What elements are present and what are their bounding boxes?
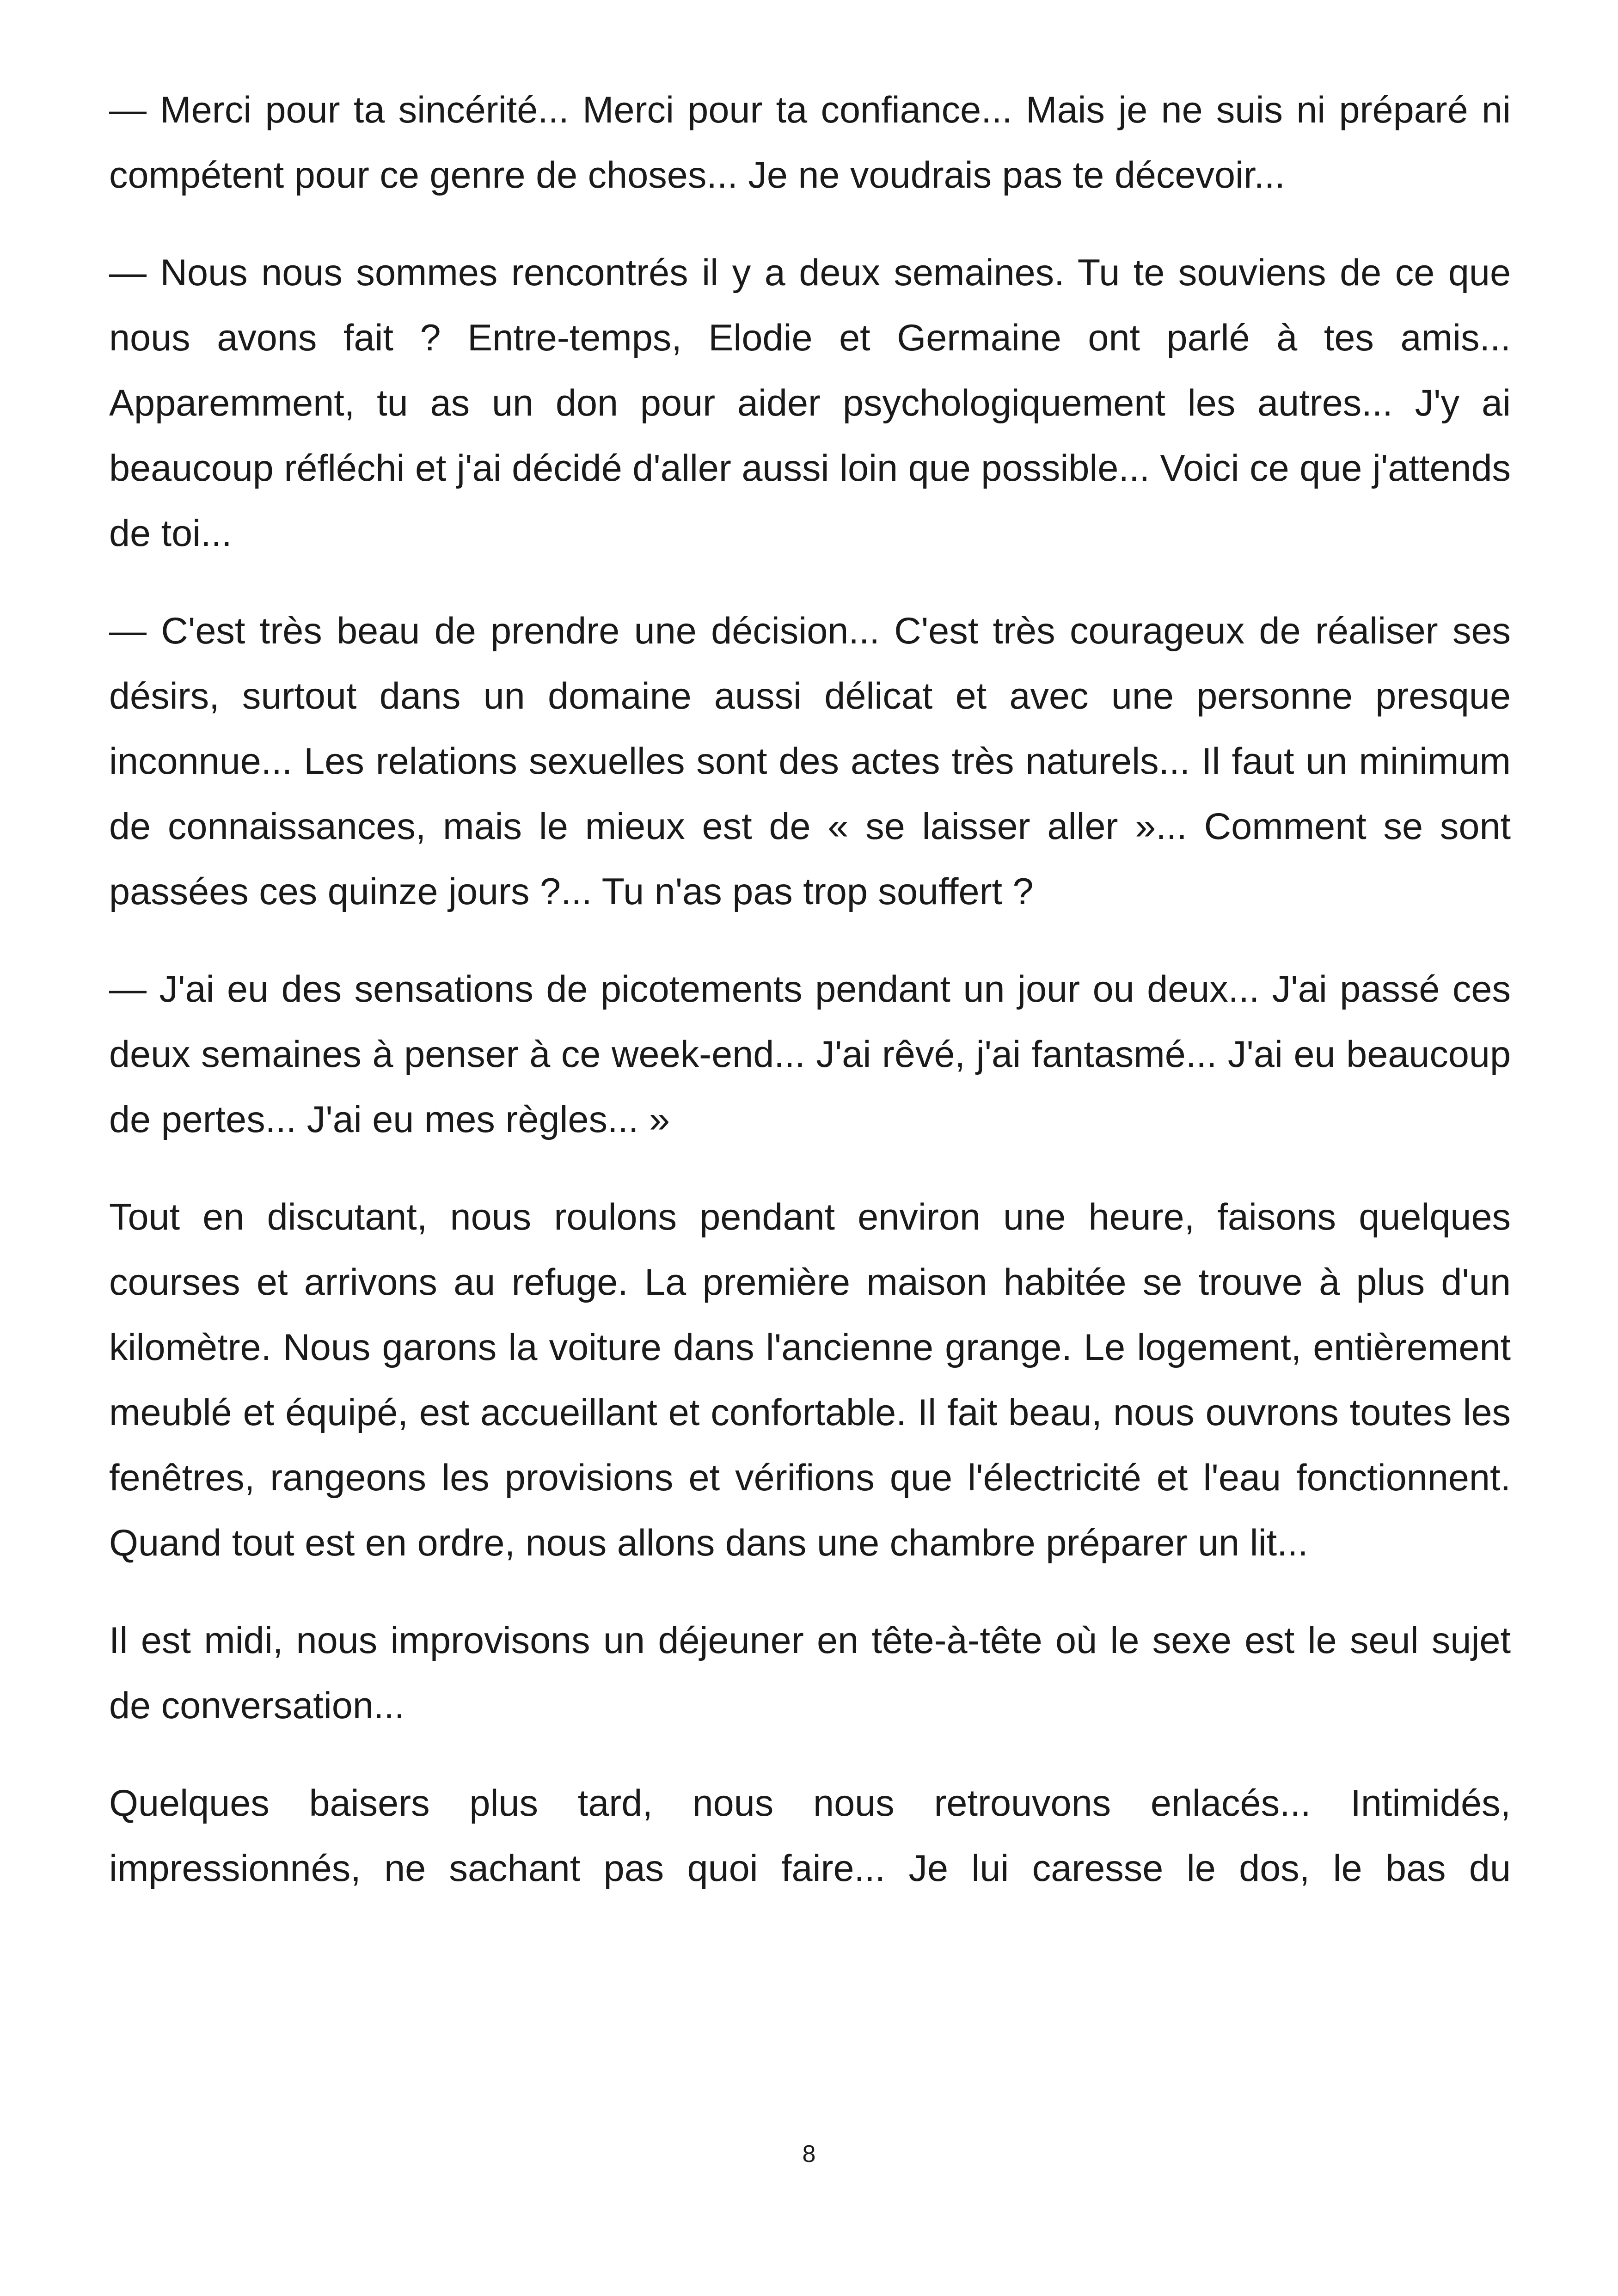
body-text [109, 78, 1511, 1934]
paragraph-narrative-refuge: Tout en discutant, nous roulons pendant environ une heure, faisons quelques courses et arrivons au refuge. La première maison habitée se trouve à plus d'un kilomètre. Nous garons la voiture dans l'ancienne grange. Le logement, entièrement meublé et équipé, est accueillant et confortable. Il fait beau, nous ouvrons toutes les fenêtres, rangeons les provisions et vérifions que l'électricité et l'eau fonctionnent. Quand tout est en ordre, nous allons dans une chambre préparer un lit... [109, 1196, 1511, 1564]
paragraph-dialogue-thanks: — Merci pour ta sincérité... Merci pour ta confiance... Mais je ne suis ni préparé ni compétent pour ce genre de choses... Je ne voudrais pas te décevoir... [109, 89, 1511, 196]
paragraph-narrative-kisses: Quelques baisers plus tard, nous nous retrouvons enlacés... Intimidés, impressionnés, ne sachant pas quoi faire... Je lui caresse le dos, le bas du [109, 1782, 1511, 1889]
paragraph-dialogue-decision: — C'est très beau de prendre une décision... C'est très courageux de réaliser ses désirs, surtout dans un domaine aussi délicat et avec une personne presque inconnue... Les relations sexuelles sont des actes très naturels... Il faut un minimum de connaissances, mais le mieux est de « se laisser aller »... Comment se sont passées ces quinze jours ?... Tu n'as pas trop souffert ? [109, 610, 1511, 912]
page-number: 8 [802, 2141, 816, 2167]
paragraph-dialogue-sensations: — J'ai eu des sensations de picotements pendant un jour ou deux... J'ai passé ces deux semaines à penser à ce week-end... J'ai rêvé, j'ai fantasmé... J'ai eu beaucoup de pertes... J'ai eu mes règles... » [109, 968, 1511, 1140]
paragraph-dialogue-meeting: — Nous nous sommes rencontrés il y a deux semaines. Tu te souviens de ce que nous avons fait ? Entre-temps, Elodie et Germaine ont parlé à tes amis... Apparemment, tu as un don pour aider psychologiquement les autres... J'y ai beaucoup réfléchi et j'ai décidé d'aller aussi loin que possible... Voici ce que j'attends de toi... [109, 252, 1511, 554]
paragraph-narrative-lunch: Il est midi, nous improvisons un déjeuner en tête-à-tête où le sexe est le seul sujet de conversation... [109, 1620, 1511, 1727]
